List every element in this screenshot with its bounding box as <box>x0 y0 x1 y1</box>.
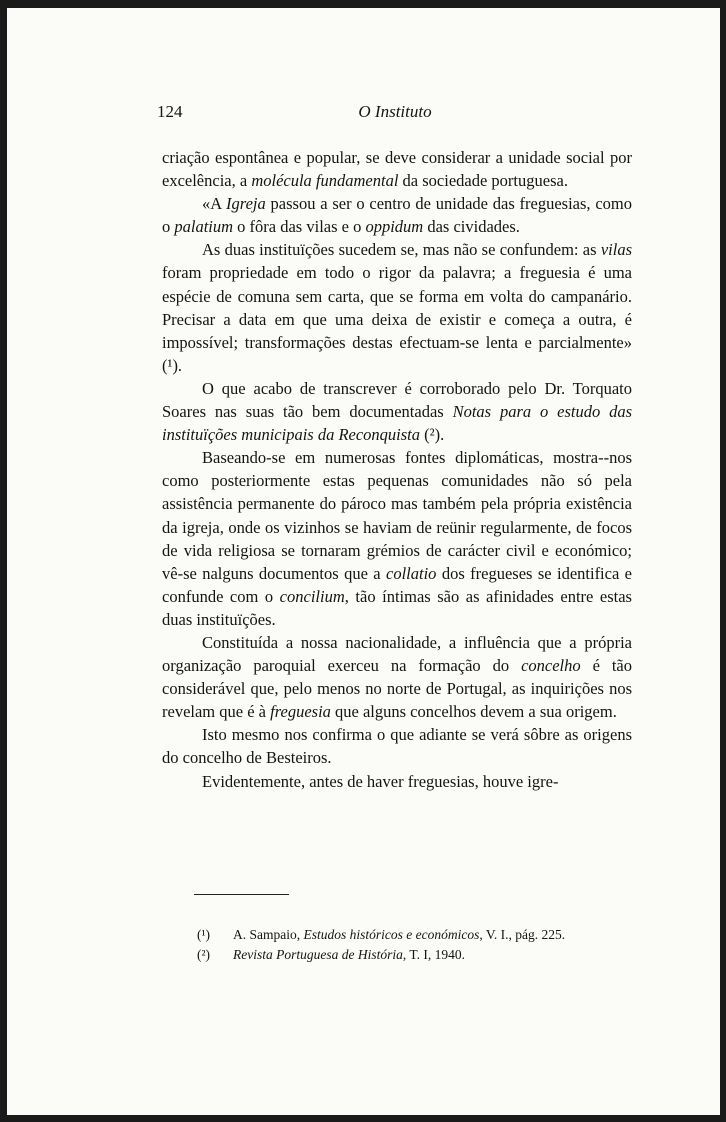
italic-text: concelho <box>521 656 581 676</box>
text-run: , T. I, 1940. <box>402 947 465 962</box>
italic-text: Igreja <box>226 194 266 214</box>
text-run: passou a ser o centro de unidade das freguesias, como o <box>162 194 632 237</box>
paragraph <box>162 631 632 723</box>
footnote-text <box>233 947 465 962</box>
body-text <box>162 146 632 793</box>
paragraph <box>162 238 632 377</box>
paragraph <box>162 770 632 793</box>
paragraph <box>162 146 632 192</box>
footnote-divider <box>194 894 289 895</box>
page-header <box>157 102 633 124</box>
italic-text: Notas para o estudo das instituïções municipais da Reconquista <box>162 402 632 445</box>
paragraph <box>162 377 632 446</box>
running-head: O Instituto <box>358 102 432 121</box>
text-run: Constituída a nossa nacionalidade, a influência que a própria organização paroquial exerceu na formação do <box>162 632 632 676</box>
italic-text: freguesia <box>270 702 331 722</box>
italic-text: collatio <box>386 563 437 583</box>
text-run: que alguns concelhos devem a sua origem. <box>330 702 617 722</box>
text-run: (²). <box>420 425 445 445</box>
text-run: «A <box>202 194 227 214</box>
italic-text: vilas <box>600 240 632 260</box>
text-run: Isto mesmo nos confirma o que adiante se verá sôbre as origens do concelho de Besteiros. <box>162 725 632 768</box>
text-run: foram propriedade em todo o rigor da palavra; a freguesia é uma espécie de comuna sem carta, que se forma em volta do campanário. Precisar a data em que uma deixa de existir e começa a outra, é impossível; transformações destas efectuam-se lenta e parcialmente» (¹). <box>162 263 632 375</box>
italic-text: concilium <box>279 586 345 606</box>
text-run: Evidentemente, antes de haver freguesias, houve igre- <box>202 771 559 791</box>
italic-text: Estudos históricos e económicos <box>303 927 480 942</box>
text-run: , tão íntimas são as afinidades entre estas duas instituïções. <box>162 586 632 629</box>
text-run: o fôra das vilas e o <box>233 217 366 237</box>
footnote-mark: (¹) <box>197 927 211 942</box>
text-run: é tão considerável que, pelo menos no norte de Portugal, as inquirições nos revelam que é à <box>162 656 633 722</box>
text-run: O que acabo de transcrever é corroborado pelo Dr. Torquato Soares nas suas tão bem documentadas <box>162 378 632 422</box>
text-run: As duas instituïções sucedem se, mas não se confundem: as <box>202 240 601 260</box>
paragraph <box>162 446 632 631</box>
text-run: das cividades. <box>423 217 520 237</box>
page-number: 124 <box>157 102 183 121</box>
italic-text: oppidum <box>365 217 424 237</box>
italic-text: molécula fundamental <box>251 171 399 191</box>
text-run: criação espontânea e popular, se deve considerar a unidade social por excelência, a <box>162 148 632 191</box>
text-run: , V. I., pág. 225. <box>479 927 566 942</box>
text-run: Baseando-se em numerosas fontes diplomáticas, mostra--nos como posteriormente estas pequenas comunidades não só pela assistência permanente do pároco mas também pela própria existência da igreja, onde os vizinhos se haviam de reünir regularmente, de focos de vida religiosa se tornaram grémios de carácter civil e económico; vê-se nalguns documentos que a <box>162 448 632 583</box>
footnote-text <box>233 927 565 942</box>
footnote-mark: (²) <box>197 947 211 962</box>
italic-text: palatium <box>174 217 234 237</box>
paragraph <box>162 192 632 238</box>
text-run: A. Sampaio, <box>233 927 304 942</box>
text-run: da sociedade portuguesa. <box>398 171 568 191</box>
footnote <box>197 945 637 965</box>
text-run: dos fregueses se identifica e confunde com o <box>162 563 633 606</box>
page-sheet <box>7 8 720 1115</box>
footnote <box>197 925 637 945</box>
italic-text: Revista Portuguesa de História <box>233 947 403 962</box>
paragraph <box>162 723 632 769</box>
footnotes <box>197 925 637 965</box>
